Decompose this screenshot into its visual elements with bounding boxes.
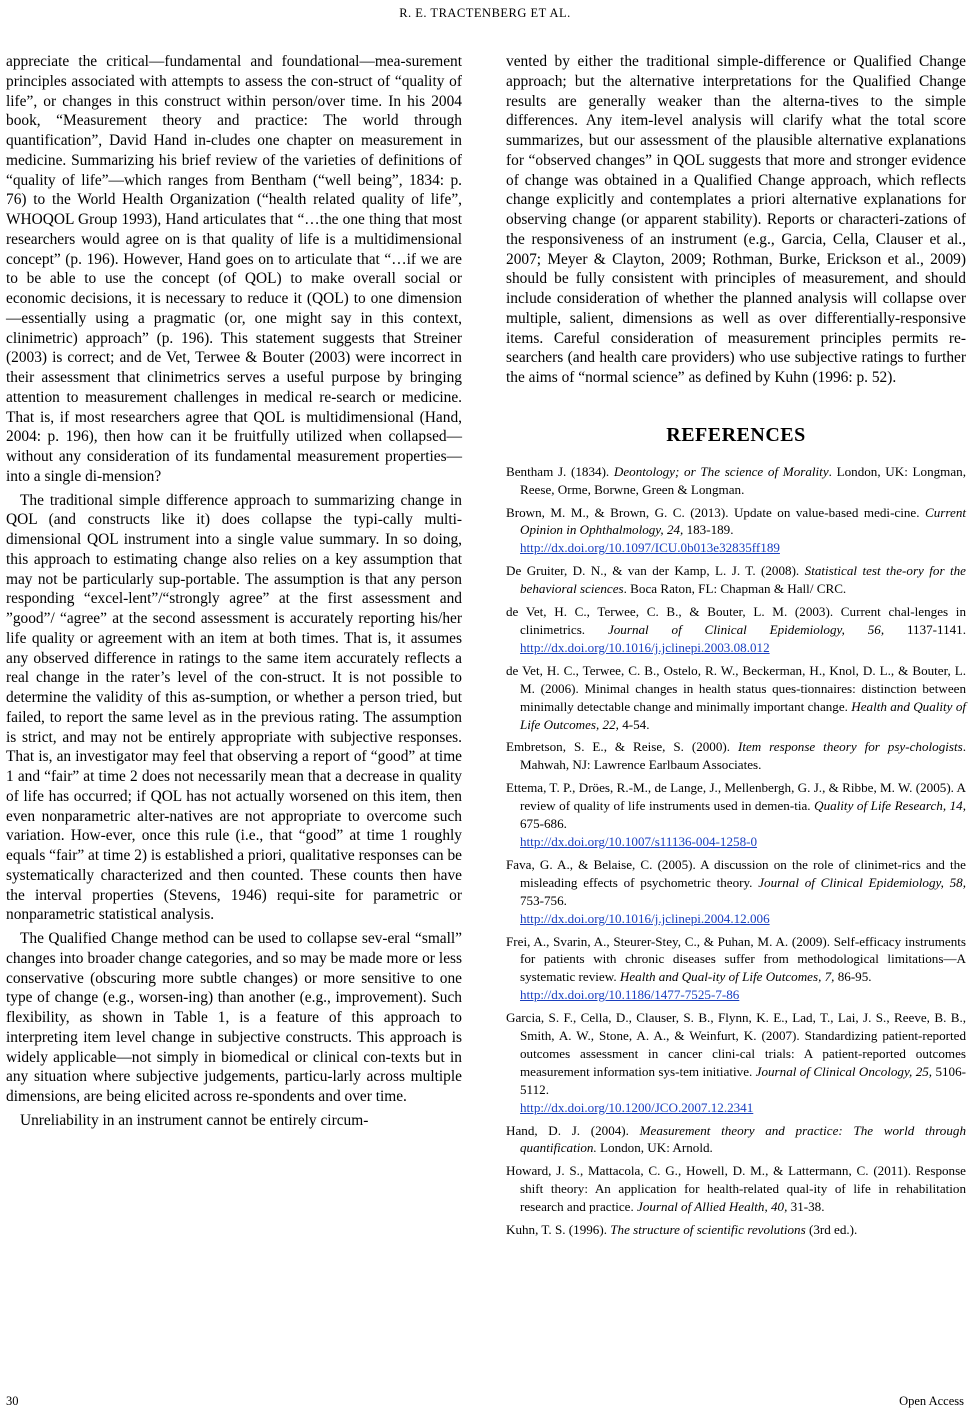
reference-entry [506,856,966,928]
reference-text: Brown, M. M., & Brown, G. C. (2013). Update on value-based medi-cine. [506,504,926,520]
reference-title: Journal of Clinical Oncology, 25, [755,1063,933,1079]
reference-text: (3rd ed.). [805,1222,858,1238]
reference-text: De Gruiter, D. N., & van der Kamp, L. J. T. (2008). [506,563,805,579]
reference-text: 31-38. [787,1199,825,1215]
reference-title: Statistical test the-ory for the behavioral sciences [520,563,966,597]
reference-text: 4-54. [618,716,650,732]
reference-text: de Vet, H. C., Terwee, C. B., Ostelo, R. W., Beckerman, H., Knol, D. L., & Bouter, L. M. (2006). Minimal changes in health status ques-tionnaires: distinction between minimally detectable change and minimally important change. [506,662,966,714]
reference-text: Ettema, T. P., Dröes, R.-M., de Lange, J., Mellenbergh, G. J., & Ribbe, M. W. (2005). A review of quality of life instruments used in demen-tia. [506,780,966,814]
reference-text: Embretson, S. E., & Reise, S. (2000). [506,739,738,755]
doi-link[interactable]: http://dx.doi.org/10.1097/ICU.0b013e32835ff189 [520,540,780,556]
reference-text: Fava, G. A., & Belaise, C. (2005). A discussion on the role of clinimet-rics and the misleading effects of psychometric theory. [506,856,966,890]
reference-text: 753-756. [520,892,567,908]
reference-title: Measurement theory and practice: The world through quantification. [520,1122,966,1156]
reference-title: Item response theory for psy-chologists [737,739,963,755]
reference-title: Current Opinion in Ophthalmology, 24, [520,504,966,538]
reference-entry [506,1162,966,1216]
reference-entry [506,504,966,558]
reference-text: . Mahwah, NJ: Lawrence Earlbaum Associates. [520,739,966,773]
body-paragraph-2: The traditional simple difference approach to summarizing change in QOL (and constructs like it) does collapse the typi-cally multi-dimensional QOL instrument into a single value summary. In so doing, this approach to estimating change also relies on a key assumption that may not be particularly sup-portable. The assumption is that any person responding “excel-lent”/“strongly agree” at the first assessment and ”good”/ “agree” at the second assessment is accurately reporting his/her life quality or agreement with an item at both times. That is, it assumes any observed difference in ratings to the same item accurately reflects a real change in the rater’s level of the con-struct. It is not possible to determine the validity of this as-sumption, or whether a person tried, but failed, to report the same level as in the previous rating. The assumption is strict, and may not be entirely appropriate with subjective responses. That is, an investigator may feel that observing a report of “good” at time 1 and “fair” at time 2 does not necessarily mean that a decrease in quality of life has occurred; if QOL has not actually worsened on this item, then even nonparametric alter-natives are not appropriate to overcome such variation. How-ever, once this rule (i.e., that “good” at time 1 roughly equals “fair” at time 2) is established a priori, qualitative responses can be systematically characterized and then counted. These counts then have the interval properties (Stevens, 1946) requi-site for parametric or nonparametric statistical analysis. [6,491,463,924]
reference-text: 1137-1141. [884,622,966,637]
reference-title: Quality of Life Research, 14, [814,798,967,814]
reference-text: Garcia, S. F., Cella, D., Clauser, S. B., Flynn, K. E., Lad, T., Lai, J. S., Reeve, B. B., Smith, A. W., Stone, A. A., & Weinfurt, K. (2007). Standardizing patient-reported outcomes assessment in cancer clini-cal trials: A patient-reported outcomes measurement information sys-tem initiative. [506,1010,966,1079]
reference-entry [506,1221,966,1239]
doi-link[interactable]: http://dx.doi.org/10.1186/1477-7525-7-86 [520,987,740,1003]
reference-title: Journal of Clinical Epidemiology, 58, [758,874,966,890]
body-paragraph-4: Unreliability in an instrument cannot be entirely circum- [20,1111,369,1129]
reference-text: Hand, D. J. (2004). [506,1122,640,1138]
reference-entry [506,933,966,1005]
reference-entry [506,463,966,499]
reference-title: Health and Qual-ity of Life Outcomes, 7, [619,969,835,985]
doi-link[interactable]: http://dx.doi.org/10.1016/j.jclinepi.2004.12.006 [520,910,770,926]
reference-title: The structure of scientific revolutions [610,1222,806,1238]
reference-list [506,463,966,1239]
reference-entry [506,1122,966,1158]
reference-text: de Vet, H. C., Terwee, C. B., & Bouter, L. M. (2003). Current chal-lenges in clinimetrics. [506,604,966,637]
reference-text: Howard, J. S., Mattacola, C. G., Howell, D. M., & Lattermann, C. (2011). Response shift theory: An application for health-related qual-ity of life in rehabilitation research and practice. [506,1163,966,1215]
reference-text: 5106-5112. [520,1063,966,1097]
reference-text: Kuhn, T. S. (1996). [506,1222,611,1238]
reference-entry [506,779,966,851]
doi-link[interactable]: http://dx.doi.org/10.1016/j.jclinepi.2003.08.012 [520,639,770,655]
reference-title: Journal of Allied Health, 40, [637,1199,788,1215]
reference-text: . Boca Raton, FL: Chapman & Hall/ CRC. [623,581,847,597]
reference-title: Deontology; or The science of Morality [613,463,829,479]
reference-title: Health and Quality of Life Outcomes, 22, [520,698,967,732]
reference-entry [506,662,966,734]
publisher-label: Open Access [899,1394,964,1408]
reference-text: Frei, A., Svarin, A., Steurer-Stey, C., & Puhan, M. A. (2009). Self-efficacy instruments for patients with chronic diseases suffer from methodological limitations—A systematic review. [506,933,966,985]
reference-text: 183-189. [683,522,734,538]
reference-text: London, UK: Arnold. [596,1140,713,1156]
right-column [506,52,966,1244]
reference-title: Journal of Clinical Epidemiology, 56, [607,622,885,637]
left-column [6,52,462,1131]
reference-text: 675-686. [520,816,567,832]
page-number: 30 [6,1394,19,1408]
body-paragraph-5: vented by either the traditional simple-difference or Qualified Change approach; but the alternative interpretations for the Qualified Change results are generally weaker than the alterna-tives to the simple differences. Any item-level analysis will clarify what the total score summarizes, but our assessment of the plausible alternative explanations for “observed changes” in QOL suggests that more and stronger evidence of change was obtained in a Qualified Change approach, which reflects change explicitly and contemplates a priori alternative explanations for observing change (or apparent stability). Reports or characteri-zations of the responsiveness of an instrument (e.g., Garcia, Cella, Clauser et al., 2007; Meyer & Clayton, 2009; Rothman, Burke, Erickson et al., 2009) should be fully consistent with principles of measurement, and should include consideration of whether the planned analysis will collapse over multiple, salient, dimensions as well as over differentially-responsive items. Careful consideration of measurement principles permits re-searchers (and health care providers) who use subjective ratings to further the aims of “normal science” as defined by Kuhn (1996: p. 52). [506,53,966,386]
reference-entry [506,1009,966,1116]
reference-text: 86-95. [834,969,872,985]
references-heading: REFERENCES [666,423,806,446]
doi-link[interactable]: http://dx.doi.org/10.1200/JCO.2007.12.2341 [520,1099,754,1115]
body-paragraph-3: The Qualified Change method can be used to collapse sev-eral “small” changes into broader change categories, and so may be made more or less conservative (obscuring more subtle changes) or more sensitive to one type of change (e.g., worsen-ing) than another (e.g., improvement). Such flexibility, as shown in Table 1, is a feature of this approach to interpreting item level change in subjective constructs. This approach is widely applicable—not simply in biomedical or clinical con-texts but in any situation where subjective judgements, particu-larly across multiple dimensions, are being elicited across re-spondents and over time. [6,930,462,1105]
reference-entry [506,738,966,774]
reference-entry [506,562,966,598]
doi-link[interactable]: http://dx.doi.org/10.1007/s11136-004-1258-0 [520,833,758,849]
reference-entry [506,603,966,657]
body-paragraph-1: appreciate the critical—fundamental and foundational—mea-surement principles associated with attempts to assess the con-struct of “quality of life”, or changes in this construct within person/over time. In his 2004 book, “Measurement theory and practice: The world through quantification”, David Hand in-cludes one chapter on measurement in medicine. Summarizing his brief review of the varieties of definitions of “quality of life”—which ranges from Bentham (“well being”, 1834: p. 76) to the World Health Organization (“health related quality of life”, WHOQOL Group 1993), Hand articulates that “…the one thing that most researchers would agree on is that quality of life is a multidimensional concept” (p. 196). However, Hand goes on to articulate that “…if we are to be able to use the concept (of QOL) to make overall social or economic decisions, it is necessary to reduce it (QOL) to one dimension—essentially using a pragmatic (or, one might say in this context, clinimetric) approach” (p. 196). This statement suggests that Streiner (2003) is correct; and de Vet, Terwee & Bouter (2003) were incorrect in their assessment that clinimetrics serves a useful purpose by bringing attention to measurement challenges in medical re-search or medicine. That is, if most researchers agree that QOL is multidimensional (Hand, 2004: p. 196), then how can it be fruitfully utilized when collapsed—without any consideration of its fundamental measurement properties—into a single di-mension? [6,53,462,485]
reference-text: Bentham J. (1834). [506,463,614,479]
reference-text: . London, UK: Longman, Reese, Orme, Borwne, Green & Longman. [520,463,966,497]
running-head: R. E. TRACTENBERG ET AL. [399,6,571,20]
